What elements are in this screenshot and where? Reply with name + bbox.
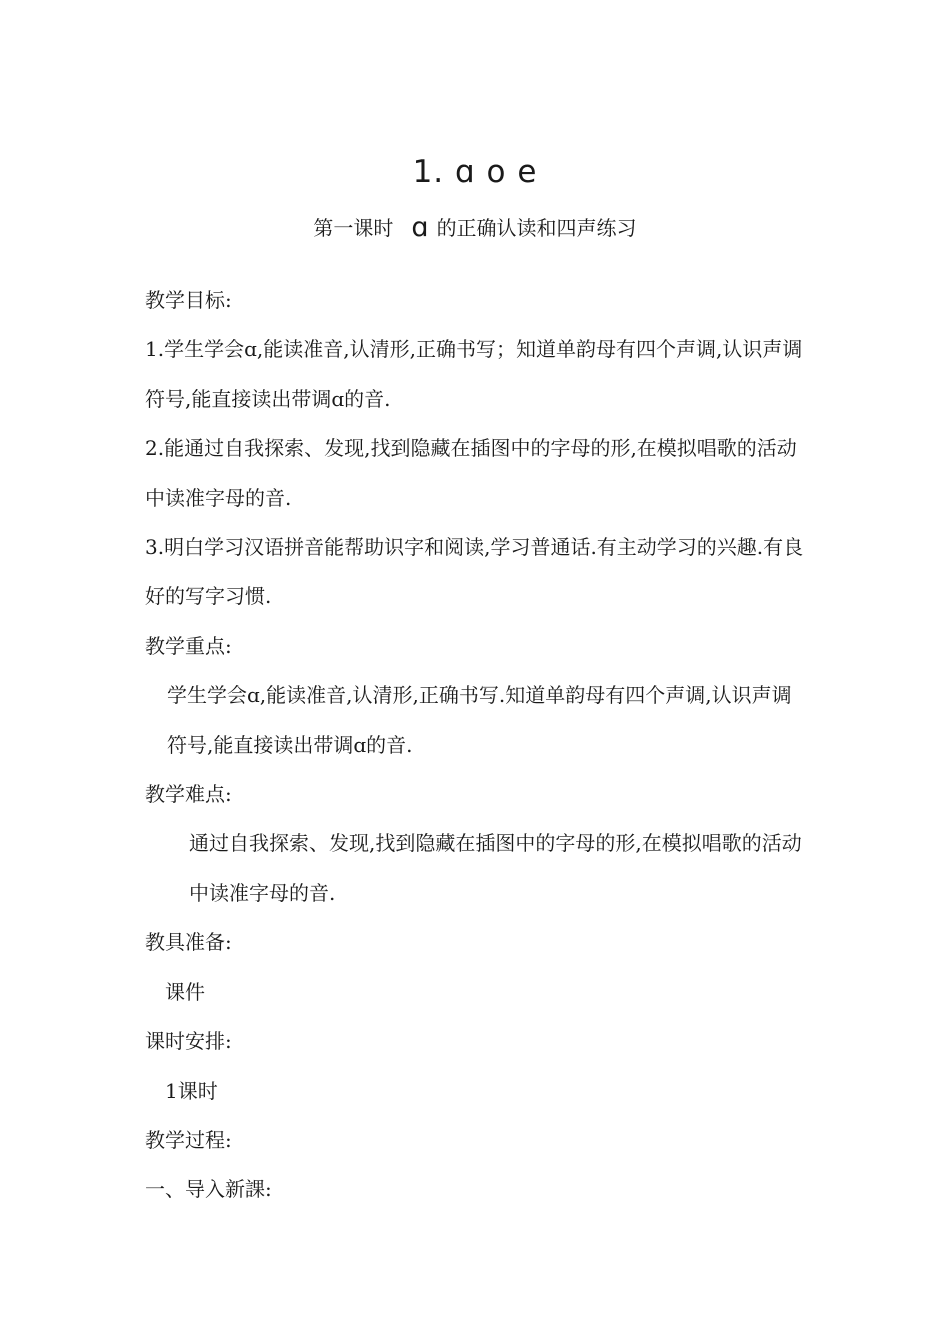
objective-1: 1.学生学会ɑ,能读准音,认清形,正确书写；知道单韵母有四个声调,认识声调符号,能直接读出带调ɑ的音. <box>145 337 803 411</box>
materials-text: 课件 <box>165 979 205 1004</box>
objective-3: 3.明白学习汉语拼音能帮助识字和阅读,学习普通话.有主动学习的兴趣.有良好的写字习惯. <box>145 535 804 609</box>
key-points-heading: 教学重点: <box>145 633 232 658</box>
subtitle-lesson-label: 第一课时 <box>313 216 394 240</box>
document-subtitle <box>0 208 950 248</box>
key-points-text: 学生学会ɑ,能读准音,认清形,正确书写.知道单韵母有四个声调,认识声调符号,能直接读出带调ɑ的音. <box>167 683 792 757</box>
process-heading: 教学过程: <box>145 1127 232 1152</box>
schedule-heading: 课时安排: <box>145 1029 232 1054</box>
section-1-heading: 一、导入新課: <box>145 1177 272 1202</box>
materials-heading: 教具准备: <box>145 930 232 955</box>
objective-2: 2.能通过自我探索、发现,找到隐藏在插图中的字母的形,在模拟唱歌的活动中读准字母的音. <box>145 436 797 510</box>
objectives-heading: 教学目标: <box>145 288 232 312</box>
subtitle-letter: ɑ <box>411 212 429 243</box>
schedule-text: 1课时 <box>165 1078 218 1103</box>
difficulties-heading: 教学难点: <box>145 782 232 807</box>
document-body <box>145 276 810 1215</box>
subtitle-topic: 的正确认读和四声练习 <box>436 216 637 240</box>
document-title: 1. ɑ o e <box>412 154 538 190</box>
difficulties-text: 通过自我探索、发现,找到隐藏在插图中的字母的形,在模拟唱歌的活动中读准字母的音. <box>189 831 802 905</box>
